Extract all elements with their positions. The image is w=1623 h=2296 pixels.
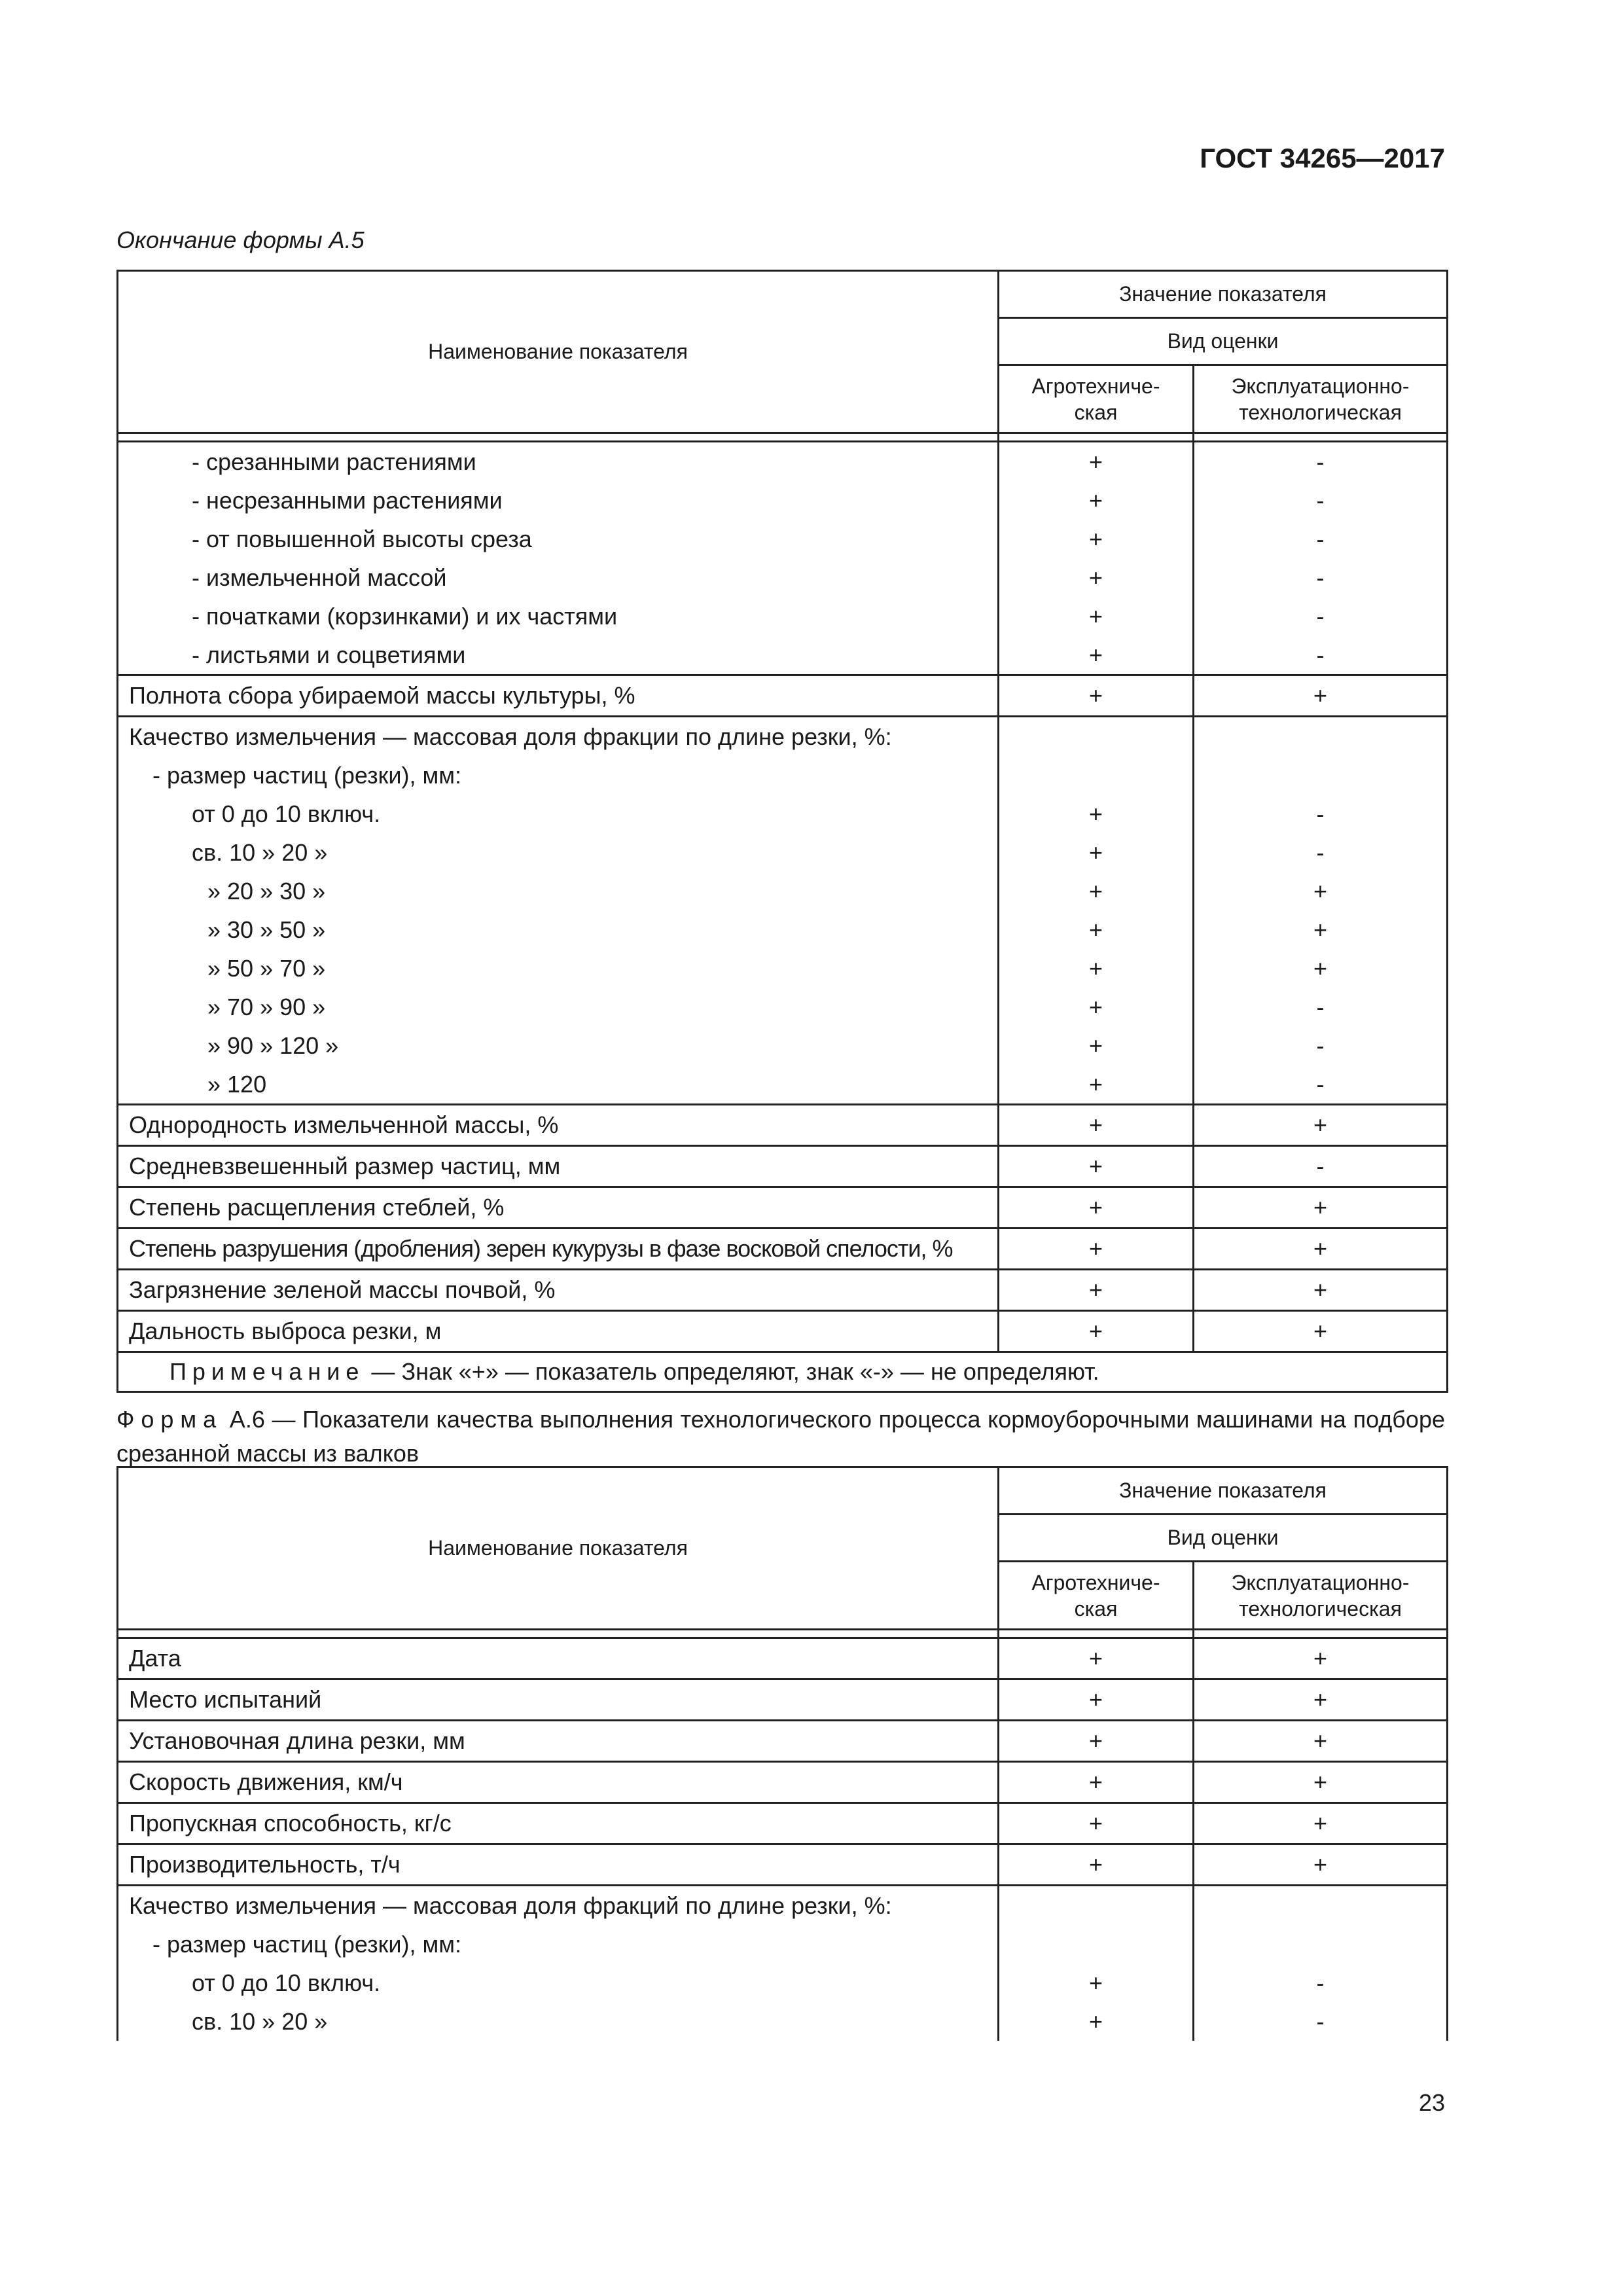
expl-mark: - — [1316, 839, 1325, 866]
list-item: » 120 — [207, 1071, 267, 1098]
group-expl-marks — [1194, 1886, 1448, 2041]
form-title: А.6 — Показатели качества выполнения технологического процесса кормоуборочными машинами на подборе срезанной массы из валков — [116, 1406, 1445, 1467]
group-labels — [118, 717, 999, 1105]
expl-mark: - — [1316, 1071, 1325, 1098]
column-header-kind: Вид оценки — [999, 318, 1448, 365]
expl-mark: + — [1194, 1270, 1448, 1311]
table-row — [118, 1187, 1448, 1229]
row-label: Полнота сбора убираемой массы культуры, % — [118, 675, 999, 717]
agro-mark: + — [1088, 800, 1103, 827]
table-row — [118, 675, 1448, 717]
list-item: св. 10 » 20 » — [192, 839, 328, 866]
agro-mark: + — [1088, 526, 1103, 552]
agro-mark: + — [999, 1311, 1194, 1352]
agro-mark: + — [999, 1638, 1194, 1679]
agro-mark: + — [999, 1844, 1194, 1886]
column-header-value: Значение показателя — [999, 1467, 1448, 1515]
expl-mark: - — [1316, 800, 1325, 827]
table-note — [118, 1352, 1448, 1392]
expl-mark: - — [1316, 526, 1325, 552]
row-label: Загрязнение зеленой массы почвой, % — [118, 1270, 999, 1311]
table-row — [118, 1762, 1448, 1803]
table-continuation-caption: Окончание формы А.5 — [116, 226, 365, 253]
standard-number: ГОСТ 34265—2017 — [1200, 143, 1445, 173]
list-item: » 70 » 90 » — [207, 994, 326, 1020]
form-a6-table — [116, 1466, 1448, 2041]
agro-mark: + — [999, 1229, 1194, 1270]
form-label: Форма — [116, 1406, 223, 1433]
expl-mark: - — [1194, 1146, 1448, 1187]
agro-mark: + — [1088, 2008, 1103, 2035]
expl-mark: + — [1194, 1187, 1448, 1229]
agro-mark: + — [1088, 916, 1103, 943]
list-item: - измельченной массой — [192, 564, 447, 591]
expl-mark: + — [1194, 1721, 1448, 1762]
expl-mark: + — [1313, 955, 1328, 982]
agro-mark: + — [999, 675, 1194, 717]
group-agro-marks — [999, 442, 1194, 675]
agro-mark: + — [999, 1187, 1194, 1229]
agro-mark: + — [1088, 1969, 1103, 1996]
agro-mark: + — [1088, 994, 1103, 1020]
expl-mark: + — [1194, 1679, 1448, 1721]
expl-mark: + — [1194, 1311, 1448, 1352]
agro-mark: + — [1088, 878, 1103, 905]
row-label: Пропускная способность, кг/с — [118, 1803, 999, 1844]
group-agro-marks — [999, 1886, 1194, 2041]
agro-mark: + — [999, 1105, 1194, 1146]
row-label: Скорость движения, км/ч — [118, 1762, 999, 1803]
expl-mark: + — [1194, 1762, 1448, 1803]
expl-mark: - — [1316, 2008, 1325, 2035]
row-label: Место испытаний — [118, 1679, 999, 1721]
agro-mark: + — [1088, 1032, 1103, 1059]
group-title: Качество измельчения — массовая доля фракции по длине резки, %: — [129, 723, 892, 750]
expl-mark: - — [1316, 994, 1325, 1020]
table-row-group-losses — [118, 442, 1448, 675]
agro-mark: + — [1088, 955, 1103, 982]
agro-mark: + — [1088, 839, 1103, 866]
column-header-kind: Вид оценки — [999, 1515, 1448, 1562]
agro-mark: + — [999, 1270, 1194, 1311]
column-header-name: Наименование показателя — [118, 271, 999, 433]
list-item: от 0 до 10 включ. — [192, 800, 381, 827]
agro-mark: + — [999, 1146, 1194, 1187]
agro-mark: + — [1088, 448, 1103, 475]
expl-mark: - — [1316, 641, 1325, 668]
row-label: Степень расщепления стеблей, % — [118, 1187, 999, 1229]
column-header-expl: Эксплуатационно- технологическая — [1194, 365, 1448, 433]
table-row — [118, 1803, 1448, 1844]
agro-mark: + — [1088, 1071, 1103, 1098]
form-a6-caption — [116, 1403, 1445, 1471]
agro-mark: + — [1088, 641, 1103, 668]
column-header-agro: Агротехниче- ская — [999, 365, 1194, 433]
table-row — [118, 1844, 1448, 1886]
header-separator — [118, 433, 1448, 442]
expl-mark: - — [1316, 1032, 1325, 1059]
group-labels — [118, 442, 999, 675]
note-text: — Знак «+» — показатель определяют, знак «-» — не определяют. — [365, 1358, 1099, 1385]
expl-mark: + — [1313, 916, 1328, 943]
list-item: св. 10 » 20 » — [192, 2008, 328, 2035]
column-header-name: Наименование показателя — [118, 1467, 999, 1630]
form-a5-table — [116, 270, 1448, 1393]
row-label: Степень разрушения (дробления) зерен кукурузы в фазе восковой спелости, % — [118, 1229, 999, 1270]
table-row — [118, 1721, 1448, 1762]
expl-mark: + — [1194, 1803, 1448, 1844]
column-header-expl: Эксплуатационно- технологическая — [1194, 1562, 1448, 1630]
agro-mark: + — [999, 1803, 1194, 1844]
agro-mark: + — [1088, 487, 1103, 514]
agro-mark: + — [1088, 603, 1103, 630]
table-row — [118, 1311, 1448, 1352]
column-header-value: Значение показателя — [999, 271, 1448, 318]
list-item: » 50 » 70 » — [207, 955, 326, 982]
expl-mark: - — [1316, 603, 1325, 630]
list-item: » 20 » 30 » — [207, 878, 326, 905]
expl-mark: + — [1194, 1844, 1448, 1886]
row-label: Установочная длина резки, мм — [118, 1721, 999, 1762]
group-subtitle: - размер частиц (резки), мм: — [152, 1931, 462, 1958]
note-label: Примечание — [169, 1358, 365, 1385]
group-labels — [118, 1886, 999, 2041]
expl-mark: - — [1316, 1969, 1325, 1996]
list-item: - листьями и соцветиями — [192, 641, 466, 668]
agro-mark: + — [999, 1679, 1194, 1721]
row-label: Дальность выброса резки, м — [118, 1311, 999, 1352]
table-row — [118, 1229, 1448, 1270]
expl-mark: + — [1194, 1105, 1448, 1146]
list-item: - срезанными растениями — [192, 448, 476, 475]
row-label: Производительность, т/ч — [118, 1844, 999, 1886]
group-expl-marks — [1194, 442, 1448, 675]
expl-mark: - — [1316, 564, 1325, 591]
row-label: Средневзвешенный размер частиц, мм — [118, 1146, 999, 1187]
list-item: - несрезанными растениями — [192, 487, 503, 514]
expl-mark: + — [1194, 675, 1448, 717]
list-item: » 90 » 120 » — [207, 1032, 339, 1059]
table-row — [118, 1270, 1448, 1311]
row-label: Однородность измельченной массы, % — [118, 1105, 999, 1146]
group-subtitle: - размер частиц (резки), мм: — [152, 762, 462, 789]
group-expl-marks — [1194, 717, 1448, 1105]
table-row-group-cutting-quality — [118, 1886, 1448, 2041]
expl-mark: - — [1316, 448, 1325, 475]
expl-mark: - — [1316, 487, 1325, 514]
list-item: - початками (корзинками) и их частями — [192, 603, 618, 630]
table-row — [118, 1105, 1448, 1146]
page-number: 23 — [1418, 2089, 1445, 2116]
agro-mark: + — [1088, 564, 1103, 591]
group-agro-marks — [999, 717, 1194, 1105]
expl-mark: + — [1194, 1638, 1448, 1679]
row-label: Дата — [118, 1638, 999, 1679]
column-header-agro: Агротехниче- ская — [999, 1562, 1194, 1630]
table-row-group-cutting-quality — [118, 717, 1448, 1105]
group-title: Качество измельчения — массовая доля фракций по длине резки, %: — [129, 1892, 892, 1919]
agro-mark: + — [999, 1762, 1194, 1803]
table-row — [118, 1638, 1448, 1679]
agro-mark: + — [999, 1721, 1194, 1762]
table-note-row — [118, 1352, 1448, 1392]
table-row — [118, 1679, 1448, 1721]
header-separator — [118, 1630, 1448, 1638]
expl-mark: + — [1313, 878, 1328, 905]
list-item: от 0 до 10 включ. — [192, 1969, 381, 1996]
list-item: - от повышенной высоты среза — [192, 526, 532, 552]
expl-mark: + — [1194, 1229, 1448, 1270]
table-row — [118, 1146, 1448, 1187]
list-item: » 30 » 50 » — [207, 916, 326, 943]
